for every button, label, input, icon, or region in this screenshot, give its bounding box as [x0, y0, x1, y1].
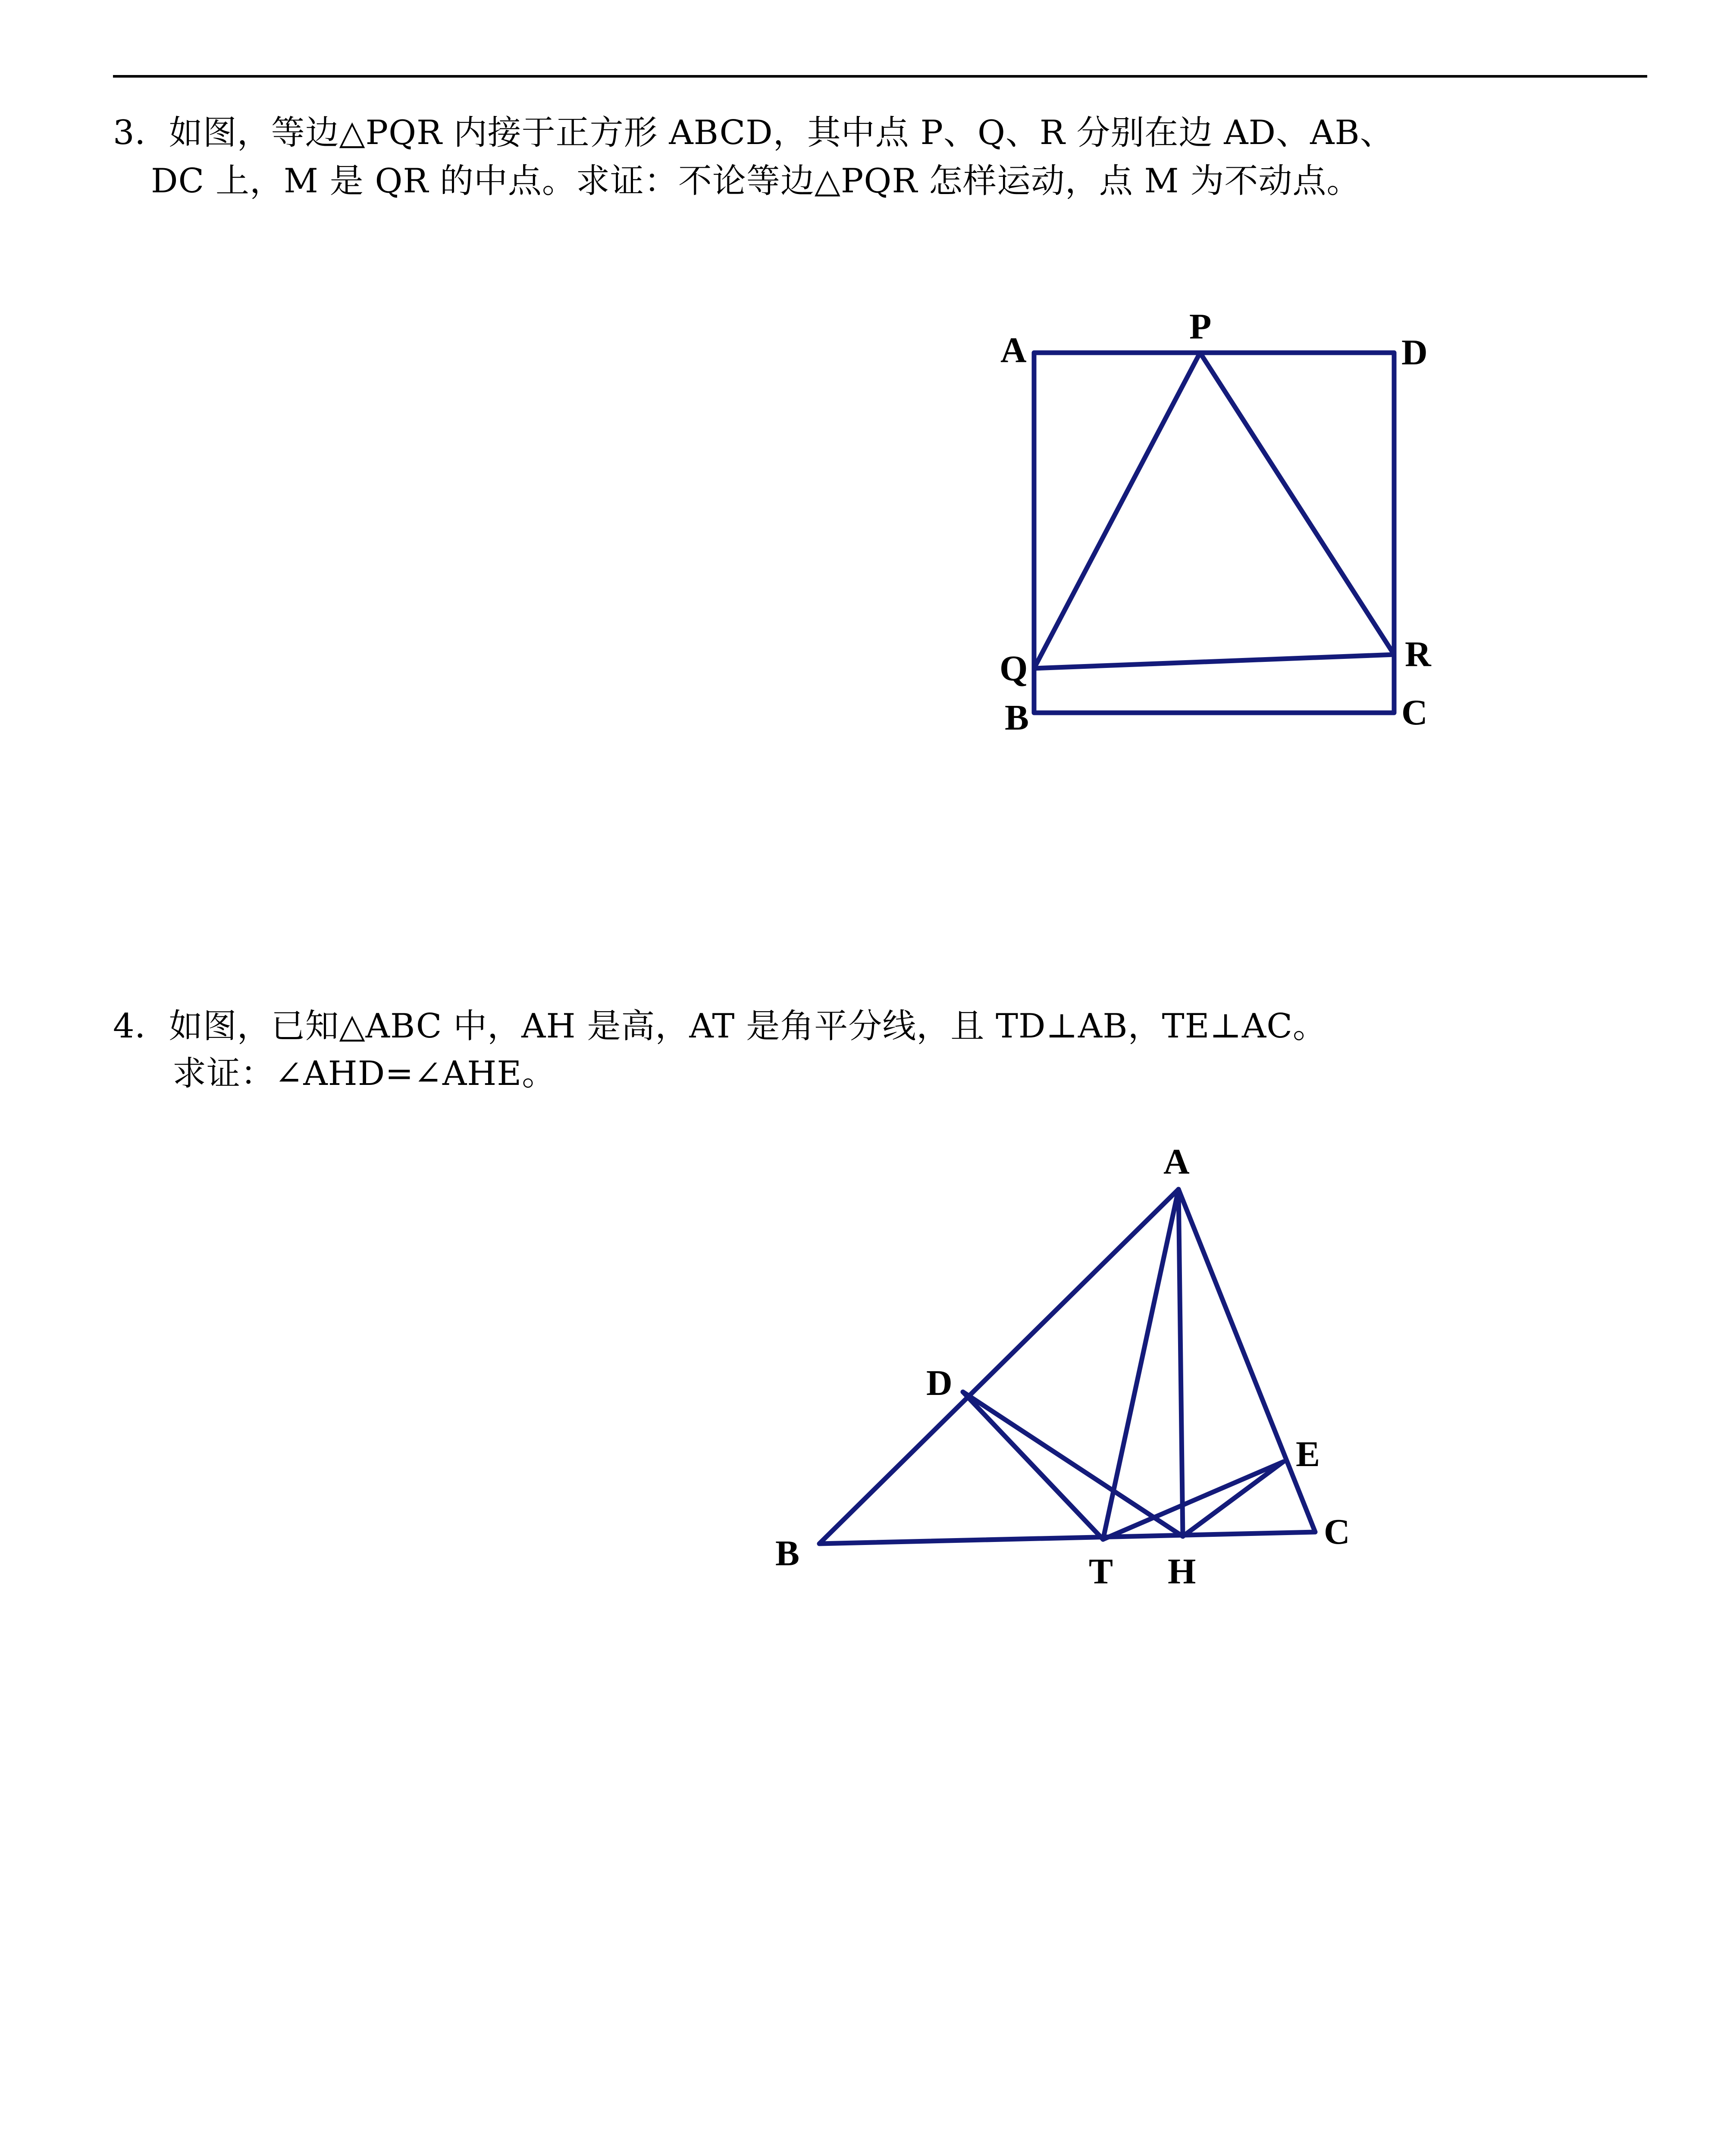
label-point-e: E: [1296, 1434, 1320, 1474]
problem-3-text-line-1: 3．如图，等边△PQR 内接于正方形 ABCD，其中点 P、Q、R 分别在边 AD、AB、: [113, 113, 1394, 152]
segment-ah: [1178, 1189, 1183, 1536]
label-point-p: P: [1189, 307, 1212, 347]
label-point-b: B: [775, 1533, 800, 1573]
label-point-c: C: [1401, 693, 1428, 733]
label-point-c: C: [1324, 1512, 1350, 1552]
problem-4-text-line-2: 求证：∠AHD=∠AHE。: [172, 1054, 556, 1093]
segment-dh: [963, 1392, 1183, 1536]
problem-3-text-line-2: DC 上，M 是 QR 的中点。求证：不论等边△PQR 怎样运动，点 M 为不动点。: [151, 162, 1361, 201]
label-point-a: A: [1000, 330, 1027, 370]
label-point-t: T: [1089, 1551, 1113, 1592]
problem-4-text-line-1: 4．如图，已知△ABC 中，AH 是高，AT 是角平分线，且 TD⊥AB，TE⊥AC。: [113, 1007, 1327, 1046]
label-point-a: A: [1163, 1142, 1190, 1182]
segment-at: [1103, 1189, 1178, 1539]
label-point-b: B: [1005, 698, 1029, 738]
label-point-h: H: [1168, 1551, 1196, 1592]
label-point-d: D: [926, 1363, 953, 1403]
label-point-r: R: [1405, 634, 1431, 674]
segment-td: [963, 1392, 1103, 1539]
label-point-d: D: [1401, 332, 1428, 373]
label-point-q: Q: [1000, 649, 1028, 689]
